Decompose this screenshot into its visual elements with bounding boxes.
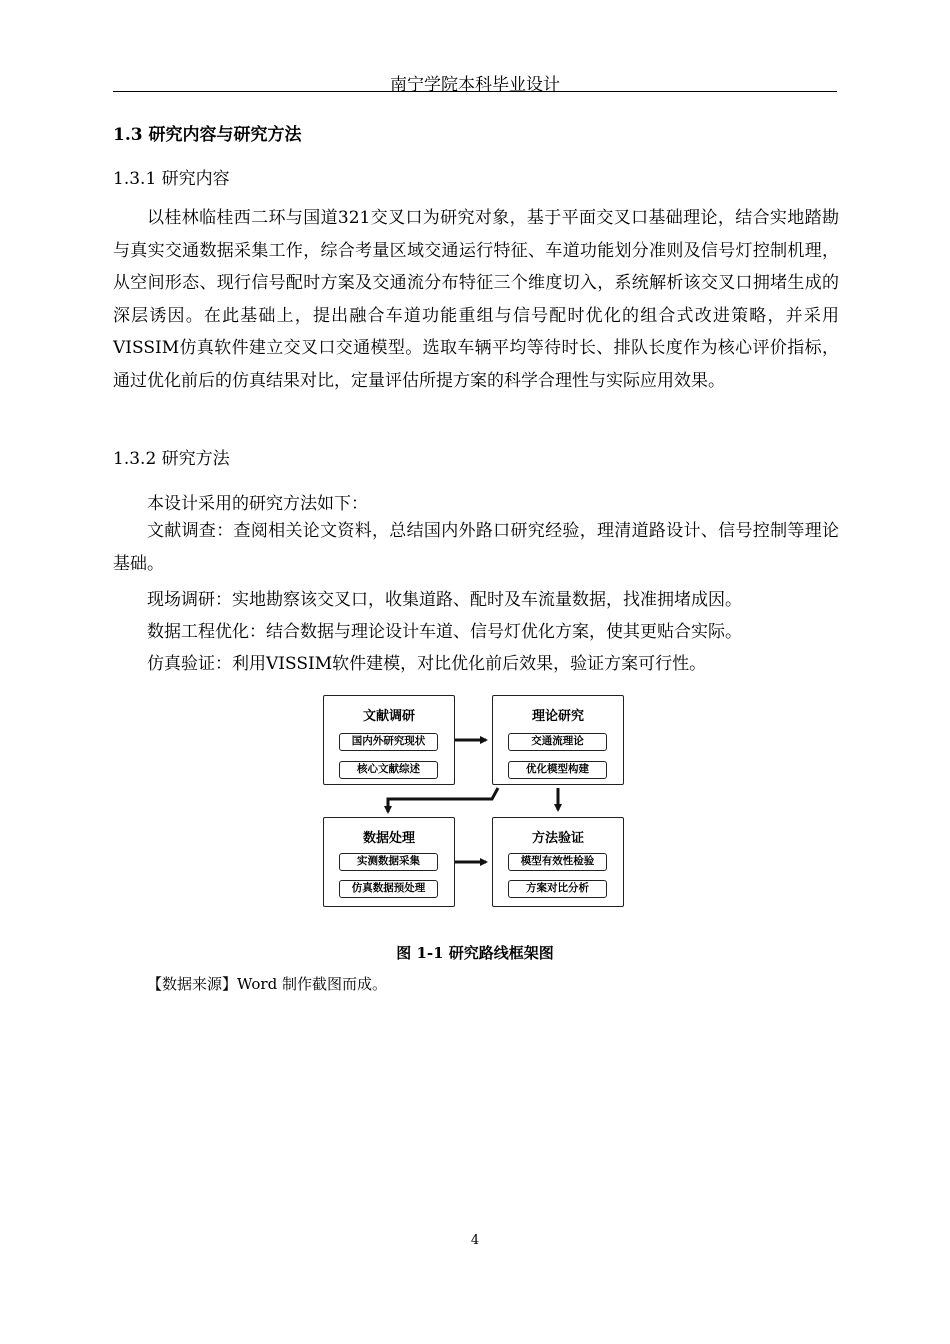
box-item: 模型有效性检验 [508,853,607,871]
box-item: 方案对比分析 [508,880,607,898]
box-title: 数据处理 [362,831,415,846]
research-content-paragraph: 以桂林临桂西二环与国道321交叉口为研究对象，基于平面交叉口基础理论，结合实地踏勘与真实交通数据采集工作，综合考量区域交通运行特征、车道功能划分准则及信号灯控制机理，从空间形态、现行信号配时方案及交通流分布特征三个维度切入，系统解析该交叉口拥堵生成的深层诱因。在此基础上，提出融合车道功能重组与信号配时优化的组合式改进策略，并采用VISSIM仿真软件建立交叉口交通模型。选取车辆平均等待时长、排队长度作为核心评价指标，通过优化前后的仿真结果对比，定量评估所提方案的科学合理性与实际应用效果。 [113,208,839,391]
box-title: 理论研究 [531,709,584,724]
method-literature: 文献调查：查阅相关论文资料，总结国内外路口研究经验，理清道路设计、信号控制等理论基础。 [113,521,839,574]
box-item: 实测数据采集 [339,853,438,871]
page-header-title: 南宁学院本科毕业设计 [390,75,560,95]
method-optimization: 数据工程优化：结合数据与理论设计车道、信号灯优化方案，使其更贴合实际。 [147,622,742,642]
box-title: 文献调研 [362,709,415,724]
box-literature-research [323,695,455,785]
subsection-title-methods: 1.3.2 研究方法 [113,449,230,469]
figure-caption: 图 1-1 研究路线框架图 [396,944,554,962]
figure-source-note: 【数据来源】Word 制作截图而成。 [147,975,387,993]
arrow-theory-to-data [388,788,498,812]
page-number: 4 [470,1233,480,1248]
box-item: 优化模型构建 [508,761,607,779]
method-field-survey: 现场调研：实地勘察该交叉口，收集道路、配时及车流量数据，找准拥堵成因。 [147,590,742,610]
box-item: 核心文献综述 [339,761,438,779]
header-rule [113,91,837,92]
box-item: 仿真数据预处理 [339,880,438,898]
methods-intro: 本设计采用的研究方法如下： [147,494,368,514]
method-simulation: 仿真验证：利用VISSIM软件建模，对比优化前后效果，验证方案可行性。 [147,654,707,674]
box-method-validation [492,817,624,907]
research-framework-diagram [320,692,630,912]
section-title: 1.3 研究内容与研究方法 [113,125,302,145]
box-item: 交通流理论 [508,733,607,751]
box-data-processing [323,817,455,907]
box-theory-research [492,695,624,785]
box-title: 方法验证 [531,831,584,846]
box-item: 国内外研究现状 [339,733,438,751]
subsection-title-content: 1.3.1 研究内容 [113,169,230,189]
